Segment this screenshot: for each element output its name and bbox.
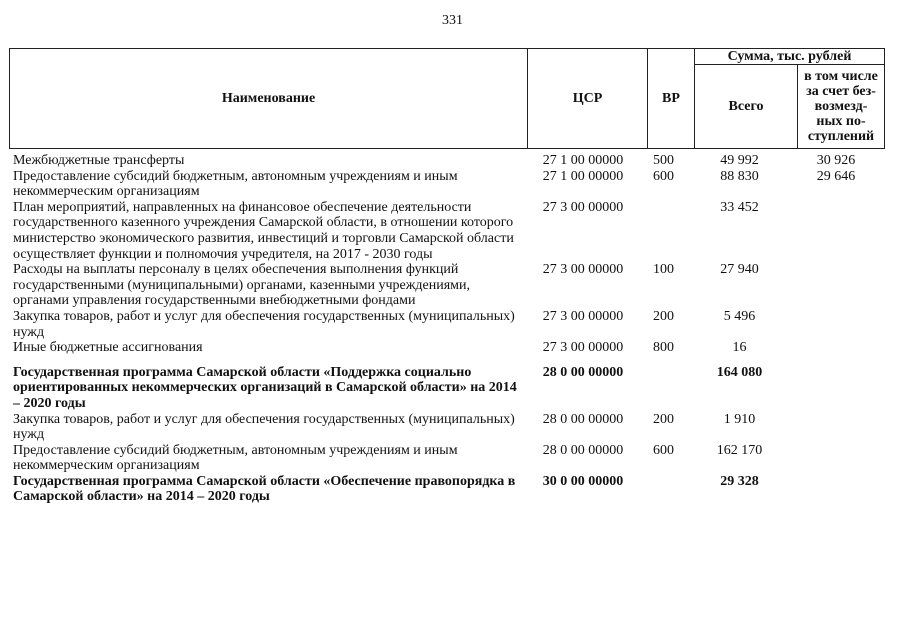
row-name: План мероприятий, направленных на финансовое обеспечение деятельности государственного казенного учреждения Самарской области, в отношении которого министерство экономического развития, инвестиций и торговли Самарской области осуществляет функции и полномочия учредителя, на 2017 - 2030 годы <box>13 199 514 262</box>
row-total: 16 <box>732 340 747 356</box>
table-row <box>0 153 905 169</box>
row-name: Закупка товаров, работ и услуг для обеспечения государственных (муниципальных) нужд <box>13 411 515 443</box>
row-total: 5 496 <box>723 308 756 324</box>
row-total: 49 992 <box>720 153 759 168</box>
header-csr: ЦСР <box>528 49 648 149</box>
row-name: Расходы на выплаты персоналу в целях обеспечения выполнения функций государственными (муниципальными) органами, казенными учреждениями, органами управления государственными внебюджетными фондами <box>13 262 470 309</box>
row-name: Межбюджетные трансферты <box>13 153 185 168</box>
header-total: Всего <box>695 65 798 149</box>
row-total: 164 080 <box>716 364 763 380</box>
header-bezv-line: возмезд- <box>814 99 868 114</box>
header-vr: ВР <box>648 49 695 149</box>
row-csr: 27 1 00 00000 <box>542 168 624 184</box>
row-bezv: 30 926 <box>816 153 856 168</box>
table-row <box>0 262 905 309</box>
table-row <box>0 169 905 200</box>
row-vr: 800 <box>653 340 674 356</box>
table-row <box>0 340 905 356</box>
row-csr: 27 3 00 00000 <box>542 308 624 324</box>
table-row <box>0 200 905 262</box>
row-name: Предоставление субсидий бюджетным, автономным учреждениям и иным некоммерческим организациям <box>13 442 458 474</box>
header-sum: Сумма, тыс. рублей <box>695 49 885 65</box>
table-body <box>0 153 905 505</box>
table-row <box>0 412 905 443</box>
row-vr: 600 <box>653 442 674 458</box>
table-header <box>9 48 885 149</box>
row-spacer <box>0 356 905 365</box>
header-bezv-line: ступлений <box>807 129 875 144</box>
row-csr: 30 0 00 00000 <box>542 473 624 489</box>
header-bezv-line: в том числе <box>804 69 878 84</box>
page-number: 331 <box>442 13 463 28</box>
row-name: Закупка товаров, работ и услуг для обеспечения государственных (муниципальных) нужд <box>13 308 515 340</box>
row-total: 33 452 <box>720 199 759 215</box>
row-total: 162 170 <box>716 442 763 458</box>
row-vr: 200 <box>653 411 674 427</box>
row-csr: 27 3 00 00000 <box>542 199 624 215</box>
row-total: 88 830 <box>720 168 759 184</box>
row-csr: 28 0 00 00000 <box>542 442 624 458</box>
row-csr: 27 3 00 00000 <box>542 340 624 356</box>
row-csr: 28 0 00 00000 <box>542 411 624 427</box>
row-vr: 500 <box>653 153 674 168</box>
row-name: Иные бюджетные ассигнования <box>13 340 203 356</box>
row-csr: 27 3 00 00000 <box>542 262 624 278</box>
table-row-program <box>0 365 905 412</box>
header-bezv-line: за счет без- <box>806 84 876 99</box>
row-csr: 28 0 00 00000 <box>542 364 624 380</box>
row-total: 29 328 <box>720 473 759 489</box>
row-csr: 27 1 00 00000 <box>542 153 624 168</box>
row-vr: 200 <box>653 308 674 324</box>
row-name: Государственная программа Самарской области «Поддержка социально ориентированных некоммерческих организаций в Самарской области» на 2014 – 2020 годы <box>13 364 517 411</box>
row-name: Государственная программа Самарской области «Обеспечение правопорядка в Самарской области» на 2014 – 2020 годы <box>13 473 516 505</box>
row-vr: 600 <box>653 168 674 184</box>
header-bezv <box>798 65 885 149</box>
row-total: 27 940 <box>720 262 759 278</box>
row-total: 1 910 <box>723 411 756 427</box>
row-bezv: 29 646 <box>816 168 856 184</box>
table-row <box>0 443 905 474</box>
row-name: Предоставление субсидий бюджетным, автономным учреждениям и иным некоммерческим организациям <box>13 168 458 200</box>
table-row-program <box>0 474 905 505</box>
table-row <box>0 309 905 340</box>
header-bezv-line: ных по- <box>816 114 866 129</box>
header-name: Наименование <box>10 49 528 149</box>
row-vr: 100 <box>653 262 674 278</box>
